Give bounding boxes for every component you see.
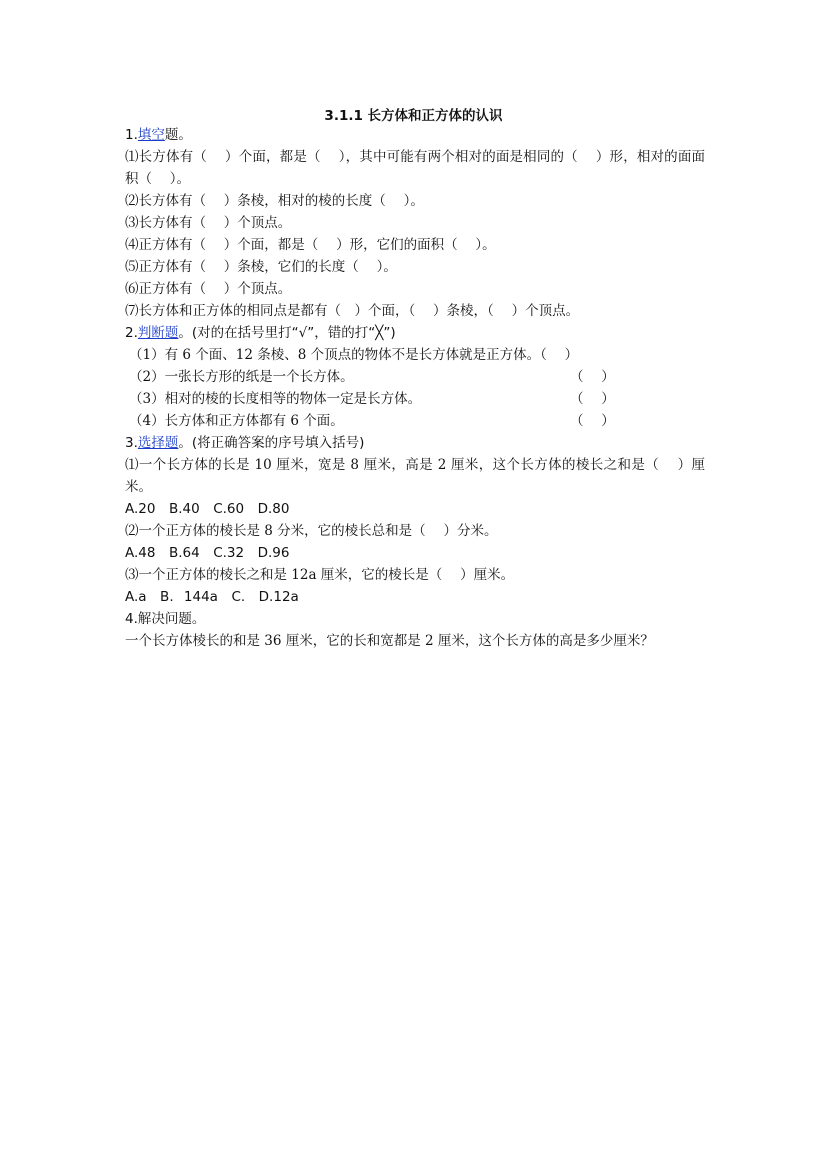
- judge-item-4: [125, 410, 705, 432]
- judge-item-1: [125, 344, 705, 366]
- section-problem-heading: 4.解决问题。: [125, 611, 206, 627]
- choice-link[interactable]: 选择题: [137, 435, 179, 451]
- section-choice-heading: [125, 432, 705, 454]
- section-number: 2.: [125, 325, 138, 341]
- choice-question-3: ⑶一个正方体的棱长之和是 12a 厘米，它的棱长是（ ）厘米。: [125, 567, 515, 583]
- fill-item-4: ⑷正方体有（ ）个面，都是（ ）形，它们的面积（ ）。: [125, 237, 496, 253]
- fill-item-1: ⑴长方体有（ ）个面，都是（ ），其中可能有两个相对的面是相同的（ ）形，相对的面面积（ ）。: [125, 149, 705, 187]
- problem-question: 一个长方体棱长的和是 36 厘米，它的长和宽都是 2 厘米，这个长方体的高是多少厘米？: [125, 633, 654, 649]
- choice-options-3: A.a B. 144a C. D.12a: [125, 589, 299, 605]
- judge-item-text: （3）相对的棱的长度相等的物体一定是长方体。: [129, 391, 422, 407]
- judge-item-text: （4）长方体和正方体都有 6 个面。: [129, 413, 344, 429]
- section-number: 3.: [125, 435, 138, 451]
- judge-item-3: [125, 388, 705, 410]
- answer-parenthesis: （ ）: [570, 369, 615, 385]
- fill-item-3: ⑶长方体有（ ）个顶点。: [125, 215, 292, 231]
- answer-parenthesis: （ ）: [570, 391, 615, 407]
- choice-question-2: ⑵一个正方体的棱长是 8 分米，它的棱长总和是（ ）分米。: [125, 523, 498, 539]
- section-judge-heading: [125, 322, 705, 344]
- page-title: 3.1.1 长方体和正方体的认识: [324, 108, 503, 124]
- answer-parenthesis: （ ）: [570, 413, 615, 429]
- choice-options-2: A.48 B.64 C.32 D.96: [125, 545, 290, 561]
- fill-item-2: ⑵长方体有（ ）条棱，相对的棱的长度（ ）。: [125, 193, 424, 209]
- judge-link[interactable]: 判断题: [137, 325, 179, 341]
- fill-blank-link[interactable]: 填空: [137, 127, 165, 143]
- fill-item-5: ⑸正方体有（ ）条棱，它们的长度（ ）。: [125, 259, 397, 275]
- section-fill-blank-heading: [125, 124, 705, 146]
- judge-item-text: （1）有 6 个面、12 条棱、8 个顶点的物体不是长方体就是正方体。（ ）: [129, 347, 579, 363]
- section-suffix: 。(对的在括号里打“√”，错的打“╳”): [178, 325, 396, 341]
- section-number: 1.: [125, 127, 138, 143]
- choice-options-1: A.20 B.40 C.60 D.80: [125, 501, 290, 517]
- worksheet-content: [125, 124, 705, 652]
- fill-item-6: ⑹正方体有（ ）个顶点。: [125, 281, 292, 297]
- choice-question-1: ⑴一个长方体的长是 10 厘米，宽是 8 厘米，高是 2 厘米，这个长方体的棱长之和是（ ）厘米。: [125, 457, 705, 495]
- judge-item-2: [125, 366, 705, 388]
- judge-item-text: （2）一张长方形的纸是一个长方体。: [129, 369, 354, 385]
- section-suffix: 。(将正确答案的序号填入括号): [178, 435, 365, 451]
- fill-item-7: ⑺长方体和正方体的相同点是都有（ ）个面，（ ）条棱，（ ）个顶点。: [125, 303, 580, 319]
- section-suffix: 题。: [164, 127, 192, 143]
